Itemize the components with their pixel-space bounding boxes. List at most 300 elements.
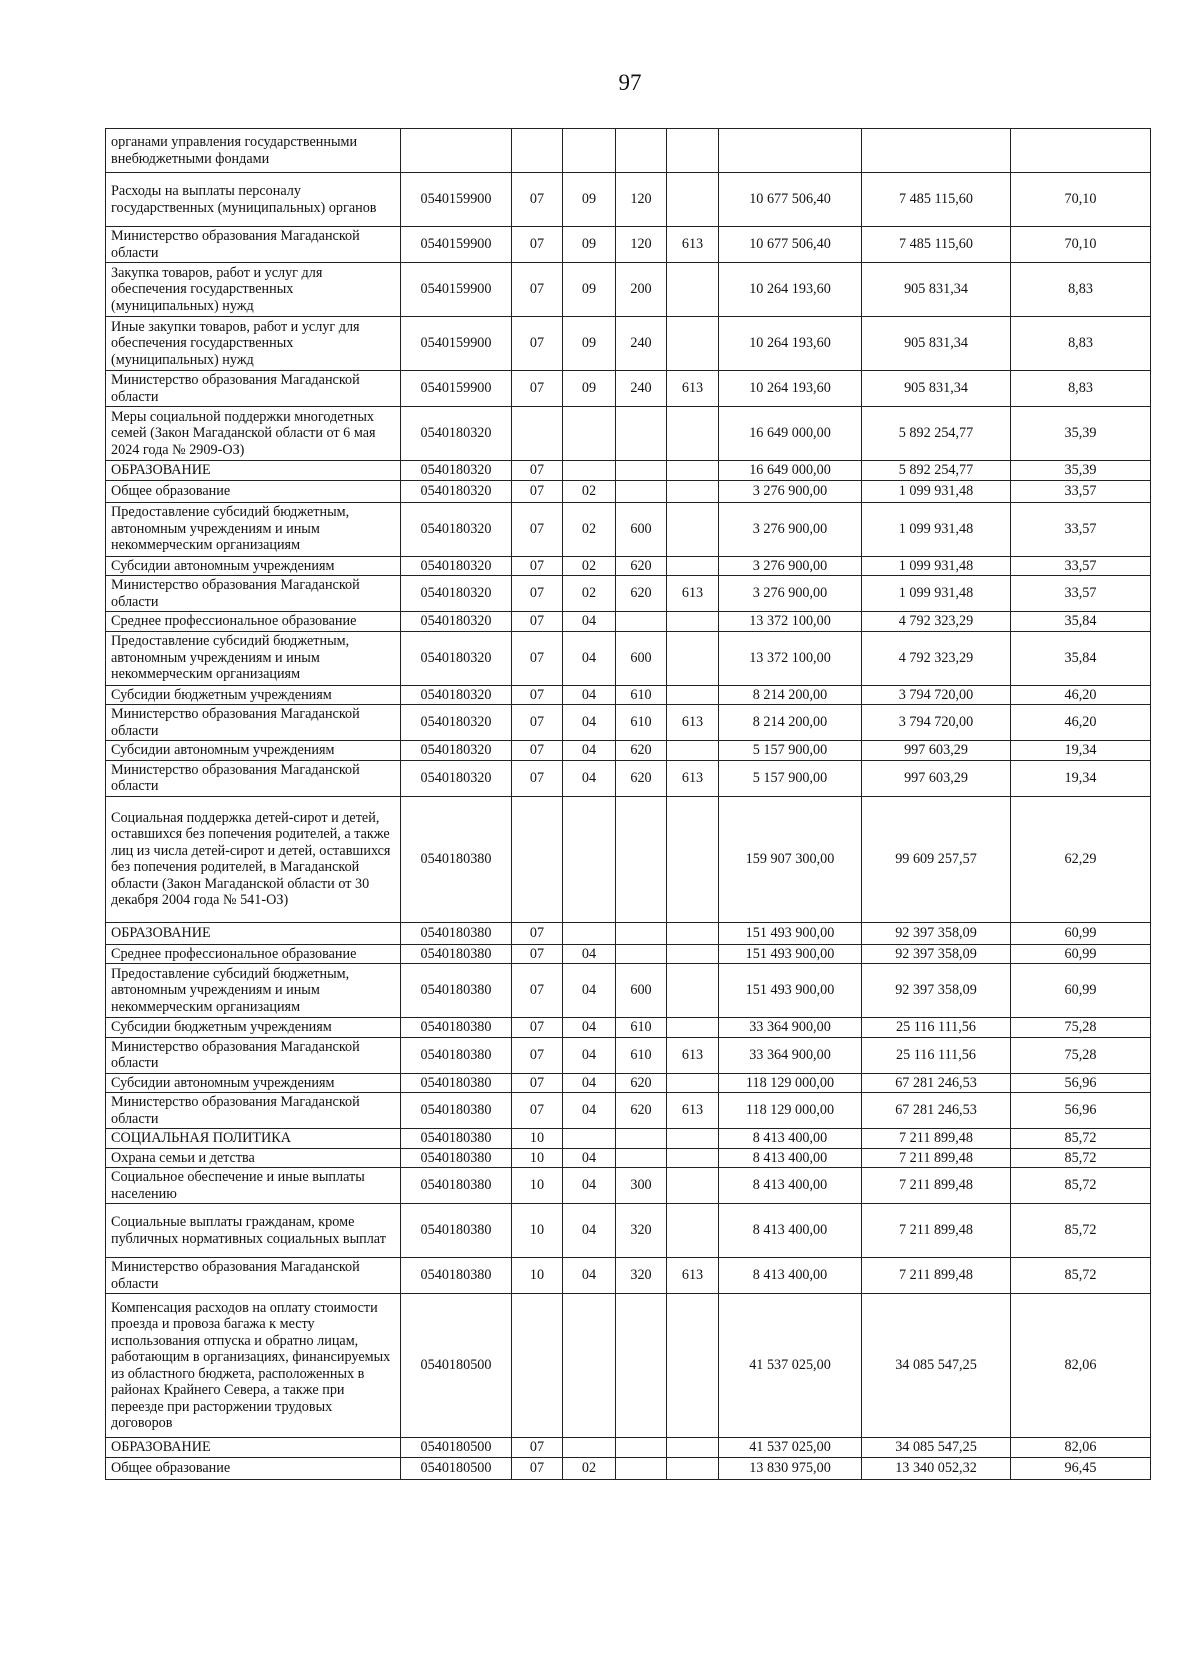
table-row bbox=[106, 1438, 1151, 1458]
cell-name: Министерство образования Магаданской области bbox=[106, 227, 401, 263]
cell-administrator bbox=[667, 796, 719, 922]
cell-name: ОБРАЗОВАНИЕ bbox=[106, 461, 401, 481]
cell-subsection: 04 bbox=[563, 1168, 616, 1204]
cell-section: 07 bbox=[512, 944, 563, 964]
cell-subsection: 04 bbox=[563, 944, 616, 964]
cell-section: 07 bbox=[512, 964, 563, 1018]
cell-executed: 4 792 323,29 bbox=[862, 612, 1011, 632]
cell-section: 07 bbox=[512, 705, 563, 741]
cell-planned: 13 372 100,00 bbox=[719, 631, 862, 685]
cell-section: 07 bbox=[512, 631, 563, 685]
cell-planned: 41 537 025,00 bbox=[719, 1294, 862, 1438]
cell-percent: 56,96 bbox=[1011, 1093, 1151, 1129]
cell-section: 07 bbox=[512, 502, 563, 556]
cell-percent: 96,45 bbox=[1011, 1457, 1151, 1479]
cell-expense-type: 620 bbox=[616, 741, 667, 761]
cell-percent: 82,06 bbox=[1011, 1294, 1151, 1438]
cell-planned: 8 214 200,00 bbox=[719, 685, 862, 705]
cell-executed: 5 892 254,77 bbox=[862, 461, 1011, 481]
cell-subsection: 04 bbox=[563, 1037, 616, 1073]
cell-administrator bbox=[667, 317, 719, 371]
cell-expense-type bbox=[616, 129, 667, 173]
cell-target-article: 0540180380 bbox=[401, 1073, 512, 1093]
cell-executed: 92 397 358,09 bbox=[862, 922, 1011, 944]
cell-target-article: 0540180500 bbox=[401, 1438, 512, 1458]
cell-target-article: 0540180380 bbox=[401, 1168, 512, 1204]
cell-planned: 10 264 193,60 bbox=[719, 263, 862, 317]
table-row bbox=[106, 612, 1151, 632]
cell-expense-type: 200 bbox=[616, 263, 667, 317]
cell-target-article: 0540180380 bbox=[401, 1037, 512, 1073]
cell-name: Социальное обеспечение и иные выплаты населению bbox=[106, 1168, 401, 1204]
cell-section: 07 bbox=[512, 461, 563, 481]
cell-executed: 997 603,29 bbox=[862, 760, 1011, 796]
cell-executed: 1 099 931,48 bbox=[862, 502, 1011, 556]
cell-planned: 8 413 400,00 bbox=[719, 1258, 862, 1294]
table-row bbox=[106, 480, 1151, 502]
cell-expense-type: 120 bbox=[616, 227, 667, 263]
cell-administrator bbox=[667, 1073, 719, 1093]
cell-administrator: 613 bbox=[667, 371, 719, 407]
cell-administrator bbox=[667, 1129, 719, 1149]
cell-percent: 70,10 bbox=[1011, 227, 1151, 263]
cell-subsection: 04 bbox=[563, 760, 616, 796]
cell-expense-type bbox=[616, 1457, 667, 1479]
cell-subsection: 09 bbox=[563, 317, 616, 371]
cell-percent: 46,20 bbox=[1011, 705, 1151, 741]
cell-planned: 10 264 193,60 bbox=[719, 371, 862, 407]
cell-planned: 13 372 100,00 bbox=[719, 612, 862, 632]
table-row bbox=[106, 964, 1151, 1018]
cell-percent: 56,96 bbox=[1011, 1073, 1151, 1093]
cell-section: 07 bbox=[512, 685, 563, 705]
table-row bbox=[106, 1168, 1151, 1204]
cell-name: Социальные выплаты гражданам, кроме публичных нормативных социальных выплат bbox=[106, 1204, 401, 1258]
cell-target-article: 0540180380 bbox=[401, 922, 512, 944]
cell-section: 07 bbox=[512, 263, 563, 317]
cell-subsection: 04 bbox=[563, 685, 616, 705]
cell-section: 07 bbox=[512, 317, 563, 371]
cell-planned: 159 907 300,00 bbox=[719, 796, 862, 922]
cell-subsection: 02 bbox=[563, 556, 616, 576]
cell-percent: 70,10 bbox=[1011, 173, 1151, 227]
cell-percent: 85,72 bbox=[1011, 1258, 1151, 1294]
cell-executed: 7 211 899,48 bbox=[862, 1258, 1011, 1294]
cell-section: 07 bbox=[512, 556, 563, 576]
cell-percent: 35,39 bbox=[1011, 407, 1151, 461]
cell-percent: 60,99 bbox=[1011, 922, 1151, 944]
cell-name: Субсидии бюджетным учреждениям bbox=[106, 1018, 401, 1038]
cell-percent: 8,83 bbox=[1011, 263, 1151, 317]
cell-planned: 118 129 000,00 bbox=[719, 1093, 862, 1129]
cell-planned: 16 649 000,00 bbox=[719, 407, 862, 461]
cell-executed: 92 397 358,09 bbox=[862, 964, 1011, 1018]
cell-expense-type: 600 bbox=[616, 964, 667, 1018]
cell-planned: 16 649 000,00 bbox=[719, 461, 862, 481]
cell-percent: 75,28 bbox=[1011, 1037, 1151, 1073]
cell-name: органами управления государственными внебюджетными фондами bbox=[106, 129, 401, 173]
cell-name: Предоставление субсидий бюджетным, автономным учреждениям и иным некоммерческим организациям bbox=[106, 502, 401, 556]
cell-percent: 33,57 bbox=[1011, 576, 1151, 612]
cell-target-article: 0540180320 bbox=[401, 480, 512, 502]
cell-planned: 10 677 506,40 bbox=[719, 173, 862, 227]
table-row bbox=[106, 760, 1151, 796]
cell-subsection: 02 bbox=[563, 480, 616, 502]
cell-percent: 19,34 bbox=[1011, 741, 1151, 761]
cell-planned: 151 493 900,00 bbox=[719, 964, 862, 1018]
cell-name: Предоставление субсидий бюджетным, автономным учреждениям и иным некоммерческим организациям bbox=[106, 631, 401, 685]
cell-section: 07 bbox=[512, 760, 563, 796]
cell-executed: 3 794 720,00 bbox=[862, 685, 1011, 705]
cell-name: Министерство образования Магаданской области bbox=[106, 760, 401, 796]
cell-percent: 85,72 bbox=[1011, 1204, 1151, 1258]
cell-planned: 8 413 400,00 bbox=[719, 1129, 862, 1149]
cell-target-article: 0540180320 bbox=[401, 685, 512, 705]
cell-executed: 25 116 111,56 bbox=[862, 1037, 1011, 1073]
cell-section: 10 bbox=[512, 1148, 563, 1168]
cell-section: 07 bbox=[512, 741, 563, 761]
cell-subsection: 02 bbox=[563, 576, 616, 612]
cell-administrator bbox=[667, 1204, 719, 1258]
cell-percent: 85,72 bbox=[1011, 1168, 1151, 1204]
cell-target-article: 0540180320 bbox=[401, 741, 512, 761]
table-row bbox=[106, 1258, 1151, 1294]
cell-subsection: 09 bbox=[563, 173, 616, 227]
cell-expense-type: 610 bbox=[616, 1037, 667, 1073]
cell-subsection: 02 bbox=[563, 1457, 616, 1479]
cell-section: 07 bbox=[512, 1438, 563, 1458]
page-number: 97 bbox=[618, 70, 642, 95]
cell-name: Компенсация расходов на оплату стоимости проезда и провоза багажа к месту использования отпуска и обратно лицам, работающим в организациях, финансируемых из областного бюджета, расположенных в районах Крайнего Севера, а также при переезде при расторжении трудовых договоров bbox=[106, 1294, 401, 1438]
cell-name: Общее образование bbox=[106, 480, 401, 502]
cell-planned: 41 537 025,00 bbox=[719, 1438, 862, 1458]
cell-name: Министерство образования Магаданской области bbox=[106, 1037, 401, 1073]
cell-expense-type: 610 bbox=[616, 685, 667, 705]
cell-executed: 3 794 720,00 bbox=[862, 705, 1011, 741]
table-row bbox=[106, 685, 1151, 705]
cell-subsection: 04 bbox=[563, 1073, 616, 1093]
table-row bbox=[106, 461, 1151, 481]
table-row bbox=[106, 1073, 1151, 1093]
cell-name: Министерство образования Магаданской области bbox=[106, 576, 401, 612]
cell-administrator bbox=[667, 1148, 719, 1168]
cell-target-article: 0540159900 bbox=[401, 317, 512, 371]
table-row bbox=[106, 1294, 1151, 1438]
cell-target-article: 0540159900 bbox=[401, 371, 512, 407]
cell-section: 07 bbox=[512, 922, 563, 944]
table-row bbox=[106, 944, 1151, 964]
cell-administrator bbox=[667, 964, 719, 1018]
cell-administrator: 613 bbox=[667, 1037, 719, 1073]
cell-percent: 60,99 bbox=[1011, 964, 1151, 1018]
cell-subsection bbox=[563, 796, 616, 922]
cell-administrator: 613 bbox=[667, 760, 719, 796]
cell-executed: 7 211 899,48 bbox=[862, 1168, 1011, 1204]
cell-section: 10 bbox=[512, 1204, 563, 1258]
cell-expense-type bbox=[616, 1438, 667, 1458]
cell-name: Предоставление субсидий бюджетным, автономным учреждениям и иным некоммерческим организациям bbox=[106, 964, 401, 1018]
cell-subsection: 02 bbox=[563, 502, 616, 556]
cell-administrator bbox=[667, 922, 719, 944]
cell-target-article: 0540180380 bbox=[401, 1093, 512, 1129]
cell-target-article: 0540180320 bbox=[401, 631, 512, 685]
cell-section: 07 bbox=[512, 1018, 563, 1038]
cell-percent: 35,84 bbox=[1011, 612, 1151, 632]
cell-subsection: 04 bbox=[563, 1093, 616, 1129]
cell-expense-type: 300 bbox=[616, 1168, 667, 1204]
cell-section: 07 bbox=[512, 1037, 563, 1073]
cell-name: Субсидии автономным учреждениям bbox=[106, 1073, 401, 1093]
cell-section: 10 bbox=[512, 1168, 563, 1204]
cell-administrator bbox=[667, 1018, 719, 1038]
table-row bbox=[106, 1148, 1151, 1168]
cell-target-article: 0540180320 bbox=[401, 556, 512, 576]
cell-planned: 10 677 506,40 bbox=[719, 227, 862, 263]
budget-table bbox=[105, 128, 1151, 1480]
cell-planned bbox=[719, 129, 862, 173]
cell-subsection: 09 bbox=[563, 371, 616, 407]
cell-planned: 8 214 200,00 bbox=[719, 705, 862, 741]
cell-expense-type: 610 bbox=[616, 705, 667, 741]
cell-planned: 5 157 900,00 bbox=[719, 760, 862, 796]
table-row bbox=[106, 556, 1151, 576]
cell-section bbox=[512, 129, 563, 173]
cell-name: Субсидии автономным учреждениям bbox=[106, 556, 401, 576]
cell-percent: 62,29 bbox=[1011, 796, 1151, 922]
table-row bbox=[106, 922, 1151, 944]
cell-target-article: 0540180380 bbox=[401, 944, 512, 964]
cell-executed: 905 831,34 bbox=[862, 371, 1011, 407]
table-row bbox=[106, 1018, 1151, 1038]
cell-target-article: 0540180320 bbox=[401, 612, 512, 632]
cell-executed: 7 211 899,48 bbox=[862, 1204, 1011, 1258]
cell-expense-type: 320 bbox=[616, 1258, 667, 1294]
cell-executed bbox=[862, 129, 1011, 173]
cell-expense-type: 620 bbox=[616, 1073, 667, 1093]
cell-name: Закупка товаров, работ и услуг для обеспечения государственных (муниципальных) нужд bbox=[106, 263, 401, 317]
cell-expense-type bbox=[616, 796, 667, 922]
cell-expense-type: 120 bbox=[616, 173, 667, 227]
cell-administrator bbox=[667, 631, 719, 685]
cell-administrator bbox=[667, 1438, 719, 1458]
cell-name: Меры социальной поддержки многодетных семей (Закон Магаданской области от 6 мая 2024 года № 2909-ОЗ) bbox=[106, 407, 401, 461]
cell-administrator bbox=[667, 502, 719, 556]
cell-expense-type bbox=[616, 480, 667, 502]
cell-section: 07 bbox=[512, 173, 563, 227]
cell-administrator: 613 bbox=[667, 227, 719, 263]
cell-section: 10 bbox=[512, 1258, 563, 1294]
cell-section: 07 bbox=[512, 480, 563, 502]
table-row bbox=[106, 1457, 1151, 1479]
cell-planned: 13 830 975,00 bbox=[719, 1457, 862, 1479]
cell-expense-type: 620 bbox=[616, 576, 667, 612]
cell-target-article: 0540180380 bbox=[401, 1129, 512, 1149]
table-row bbox=[106, 227, 1151, 263]
cell-planned: 118 129 000,00 bbox=[719, 1073, 862, 1093]
cell-executed: 34 085 547,25 bbox=[862, 1294, 1011, 1438]
cell-expense-type: 320 bbox=[616, 1204, 667, 1258]
cell-subsection bbox=[563, 1129, 616, 1149]
cell-executed: 5 892 254,77 bbox=[862, 407, 1011, 461]
cell-subsection: 04 bbox=[563, 631, 616, 685]
table-row bbox=[106, 173, 1151, 227]
cell-name: ОБРАЗОВАНИЕ bbox=[106, 922, 401, 944]
cell-subsection bbox=[563, 1294, 616, 1438]
cell-expense-type: 240 bbox=[616, 317, 667, 371]
cell-name: Министерство образования Магаданской области bbox=[106, 1093, 401, 1129]
cell-executed: 92 397 358,09 bbox=[862, 944, 1011, 964]
cell-section: 07 bbox=[512, 1073, 563, 1093]
cell-section: 07 bbox=[512, 576, 563, 612]
cell-expense-type: 600 bbox=[616, 631, 667, 685]
table-row bbox=[106, 317, 1151, 371]
cell-planned: 3 276 900,00 bbox=[719, 576, 862, 612]
cell-subsection: 04 bbox=[563, 1258, 616, 1294]
cell-administrator bbox=[667, 407, 719, 461]
cell-administrator bbox=[667, 263, 719, 317]
cell-percent: 46,20 bbox=[1011, 685, 1151, 705]
cell-name: Министерство образования Магаданской области bbox=[106, 705, 401, 741]
cell-expense-type bbox=[616, 1294, 667, 1438]
cell-name: Министерство образования Магаданской области bbox=[106, 371, 401, 407]
cell-executed: 7 485 115,60 bbox=[862, 227, 1011, 263]
cell-executed: 1 099 931,48 bbox=[862, 480, 1011, 502]
cell-executed: 13 340 052,32 bbox=[862, 1457, 1011, 1479]
cell-executed: 67 281 246,53 bbox=[862, 1093, 1011, 1129]
cell-target-article bbox=[401, 129, 512, 173]
cell-target-article: 0540180380 bbox=[401, 1018, 512, 1038]
cell-name: Иные закупки товаров, работ и услуг для обеспечения государственных (муниципальных) нужд bbox=[106, 317, 401, 371]
cell-target-article: 0540180380 bbox=[401, 1258, 512, 1294]
cell-percent: 82,06 bbox=[1011, 1438, 1151, 1458]
cell-percent: 33,57 bbox=[1011, 556, 1151, 576]
cell-executed: 997 603,29 bbox=[862, 741, 1011, 761]
cell-subsection: 04 bbox=[563, 964, 616, 1018]
cell-administrator bbox=[667, 1168, 719, 1204]
cell-target-article: 0540180500 bbox=[401, 1457, 512, 1479]
cell-planned: 8 413 400,00 bbox=[719, 1148, 862, 1168]
cell-subsection bbox=[563, 461, 616, 481]
table-row bbox=[106, 741, 1151, 761]
cell-planned: 8 413 400,00 bbox=[719, 1204, 862, 1258]
cell-administrator: 613 bbox=[667, 576, 719, 612]
cell-expense-type: 620 bbox=[616, 760, 667, 796]
cell-target-article: 0540180320 bbox=[401, 502, 512, 556]
cell-target-article: 0540180380 bbox=[401, 964, 512, 1018]
cell-name: СОЦИАЛЬНАЯ ПОЛИТИКА bbox=[106, 1129, 401, 1149]
cell-expense-type bbox=[616, 1148, 667, 1168]
cell-planned: 151 493 900,00 bbox=[719, 944, 862, 964]
cell-executed: 1 099 931,48 bbox=[862, 556, 1011, 576]
cell-expense-type: 620 bbox=[616, 1093, 667, 1129]
cell-target-article: 0540159900 bbox=[401, 173, 512, 227]
cell-expense-type bbox=[616, 461, 667, 481]
cell-name: Расходы на выплаты персоналу государственных (муниципальных) органов bbox=[106, 173, 401, 227]
cell-target-article: 0540180320 bbox=[401, 576, 512, 612]
table-row bbox=[106, 1093, 1151, 1129]
cell-target-article: 0540180320 bbox=[401, 705, 512, 741]
cell-executed: 34 085 547,25 bbox=[862, 1438, 1011, 1458]
cell-target-article: 0540180320 bbox=[401, 461, 512, 481]
cell-target-article: 0540159900 bbox=[401, 227, 512, 263]
cell-target-article: 0540180320 bbox=[401, 760, 512, 796]
cell-subsection bbox=[563, 1438, 616, 1458]
cell-subsection: 04 bbox=[563, 1018, 616, 1038]
cell-section: 07 bbox=[512, 1093, 563, 1129]
cell-name: Среднее профессиональное образование bbox=[106, 612, 401, 632]
cell-percent: 8,83 bbox=[1011, 371, 1151, 407]
cell-executed: 67 281 246,53 bbox=[862, 1073, 1011, 1093]
cell-administrator: 613 bbox=[667, 1093, 719, 1129]
cell-section: 07 bbox=[512, 612, 563, 632]
cell-executed: 99 609 257,57 bbox=[862, 796, 1011, 922]
cell-target-article: 0540180320 bbox=[401, 407, 512, 461]
cell-subsection: 09 bbox=[563, 263, 616, 317]
cell-name: Субсидии бюджетным учреждениям bbox=[106, 685, 401, 705]
cell-administrator bbox=[667, 556, 719, 576]
cell-percent: 60,99 bbox=[1011, 944, 1151, 964]
cell-planned: 151 493 900,00 bbox=[719, 922, 862, 944]
table-row bbox=[106, 1204, 1151, 1258]
cell-name: ОБРАЗОВАНИЕ bbox=[106, 1438, 401, 1458]
cell-target-article: 0540180380 bbox=[401, 1204, 512, 1258]
cell-administrator bbox=[667, 129, 719, 173]
cell-expense-type bbox=[616, 407, 667, 461]
cell-administrator bbox=[667, 685, 719, 705]
cell-executed: 25 116 111,56 bbox=[862, 1018, 1011, 1038]
cell-administrator bbox=[667, 1457, 719, 1479]
cell-administrator bbox=[667, 1294, 719, 1438]
cell-percent: 8,83 bbox=[1011, 317, 1151, 371]
table-row bbox=[106, 371, 1151, 407]
cell-subsection: 04 bbox=[563, 1148, 616, 1168]
cell-percent: 85,72 bbox=[1011, 1129, 1151, 1149]
table-row bbox=[106, 1129, 1151, 1149]
cell-percent bbox=[1011, 129, 1151, 173]
cell-percent: 33,57 bbox=[1011, 502, 1151, 556]
cell-percent: 19,34 bbox=[1011, 760, 1151, 796]
cell-executed: 7 211 899,48 bbox=[862, 1148, 1011, 1168]
cell-expense-type bbox=[616, 944, 667, 964]
cell-planned: 3 276 900,00 bbox=[719, 502, 862, 556]
cell-name: Субсидии автономным учреждениям bbox=[106, 741, 401, 761]
cell-executed: 4 792 323,29 bbox=[862, 631, 1011, 685]
cell-administrator bbox=[667, 612, 719, 632]
table-row bbox=[106, 129, 1151, 173]
table-row bbox=[106, 705, 1151, 741]
cell-expense-type bbox=[616, 922, 667, 944]
cell-name: Охрана семьи и детства bbox=[106, 1148, 401, 1168]
cell-section: 07 bbox=[512, 227, 563, 263]
cell-section bbox=[512, 796, 563, 922]
cell-expense-type: 610 bbox=[616, 1018, 667, 1038]
cell-section bbox=[512, 407, 563, 461]
cell-section bbox=[512, 1294, 563, 1438]
cell-executed: 1 099 931,48 bbox=[862, 576, 1011, 612]
table-row bbox=[106, 407, 1151, 461]
cell-percent: 85,72 bbox=[1011, 1148, 1151, 1168]
table-row bbox=[106, 631, 1151, 685]
cell-expense-type: 620 bbox=[616, 556, 667, 576]
cell-name: Министерство образования Магаданской области bbox=[106, 1258, 401, 1294]
cell-subsection: 04 bbox=[563, 741, 616, 761]
cell-subsection bbox=[563, 922, 616, 944]
cell-percent: 35,39 bbox=[1011, 461, 1151, 481]
cell-name: Общее образование bbox=[106, 1457, 401, 1479]
cell-subsection: 09 bbox=[563, 227, 616, 263]
cell-planned: 10 264 193,60 bbox=[719, 317, 862, 371]
cell-administrator: 613 bbox=[667, 1258, 719, 1294]
